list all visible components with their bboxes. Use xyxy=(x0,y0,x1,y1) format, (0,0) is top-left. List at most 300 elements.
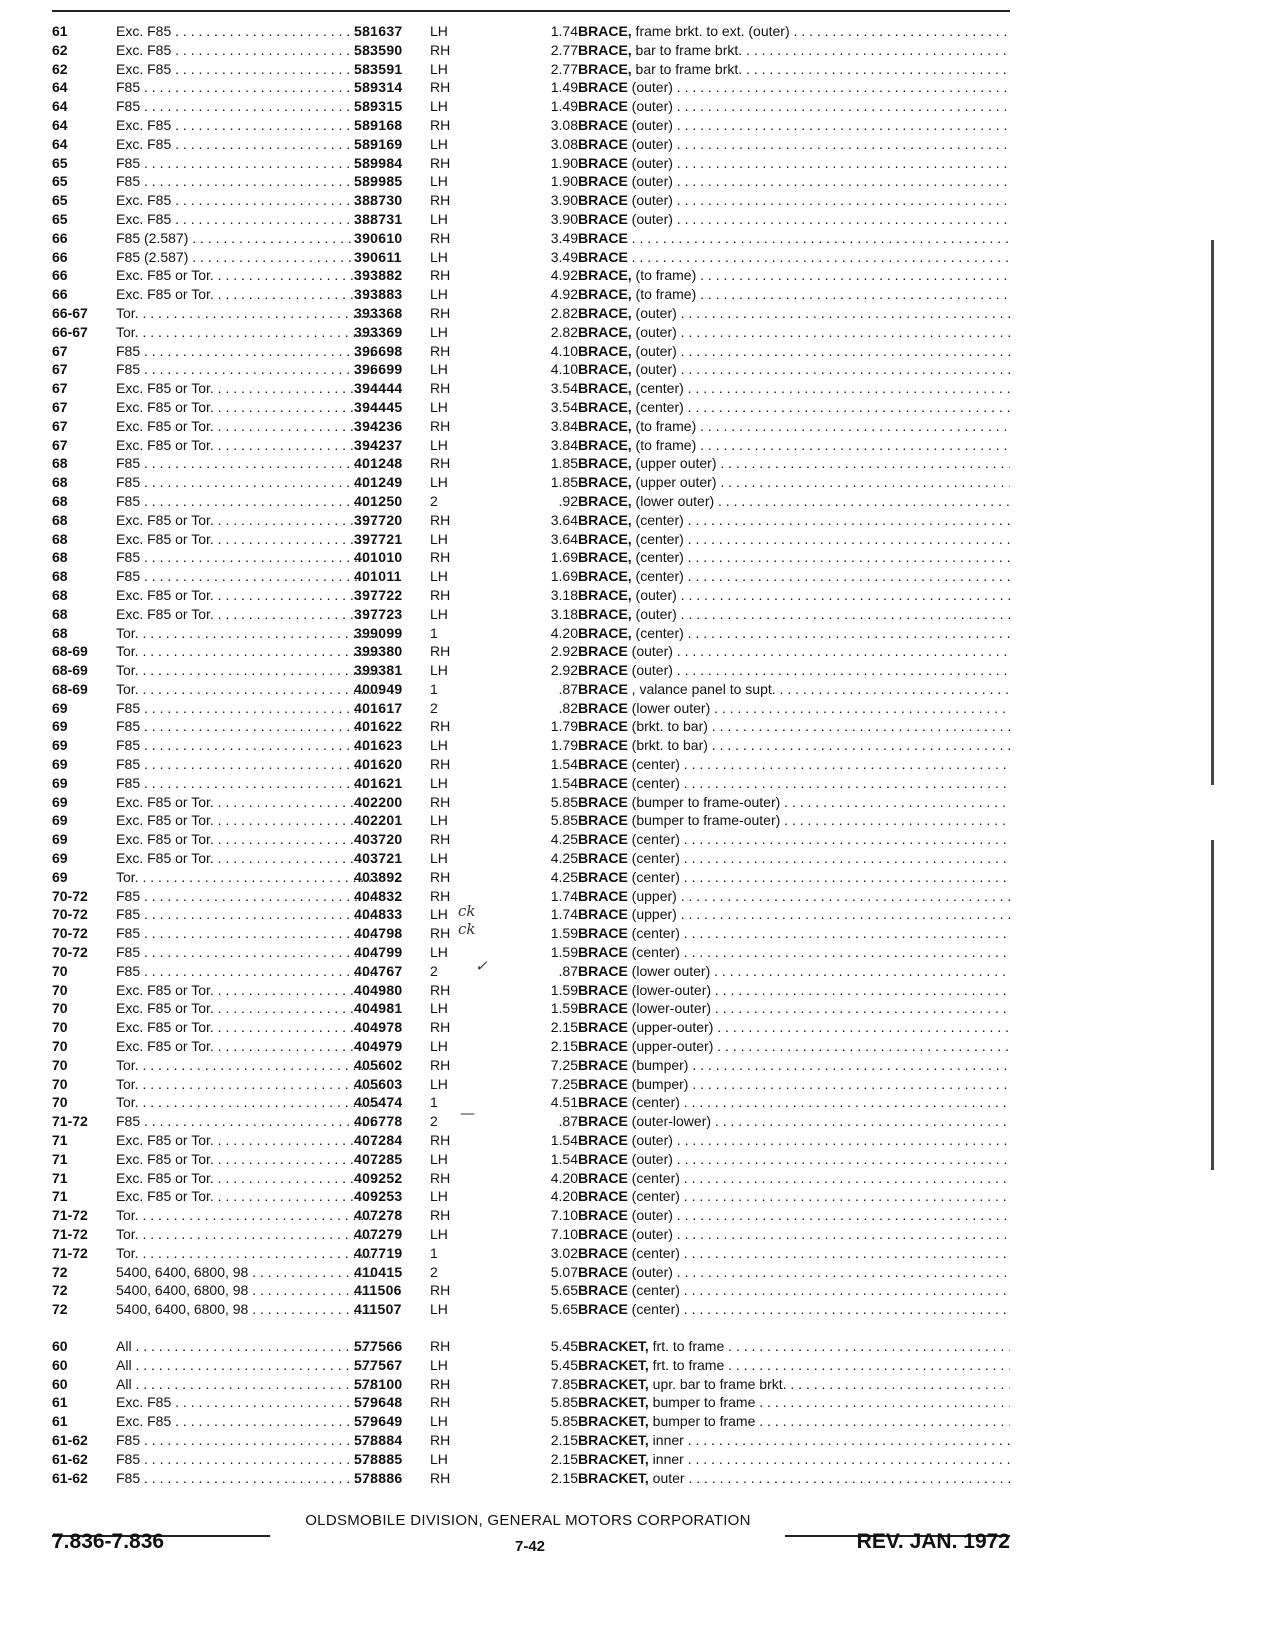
table-row xyxy=(52,191,1012,210)
price-cell: 1.69 xyxy=(550,549,578,566)
table-row xyxy=(52,830,1012,849)
side-qty-cell: RH xyxy=(430,549,451,566)
year-cell: 70 xyxy=(52,1075,68,1092)
description-detail: (lower outer) xyxy=(631,492,715,509)
side-qty-cell: RH xyxy=(430,1394,451,1411)
description-keyword: BRACE xyxy=(578,154,628,171)
year-cell: 60 xyxy=(52,1356,68,1373)
side-qty-cell: 2 xyxy=(430,1263,438,1280)
part-number-cell: 405602 xyxy=(354,1056,403,1073)
table-row xyxy=(52,454,1012,473)
part-number-cell: 589314 xyxy=(354,79,403,96)
description-detail: (center) xyxy=(627,868,680,885)
description-cell xyxy=(578,22,1010,41)
year-cell: 70 xyxy=(52,1019,68,1036)
table-row xyxy=(52,717,1012,736)
year-cell: 64 xyxy=(52,79,68,96)
model-cell: Exc. F85 . . . xyxy=(116,1412,378,1431)
description-keyword: BRACE xyxy=(578,1094,628,1111)
model-cell: Exc. F85 or Tor. . . . xyxy=(116,1150,378,1169)
description-keyword: BRACE xyxy=(578,135,628,152)
description-keyword: BRACE, xyxy=(578,436,632,453)
price-cell: 2.15 xyxy=(550,1431,578,1448)
description-keyword: BRACE xyxy=(578,248,628,265)
model-cell: Exc. F85 . . . xyxy=(116,1393,378,1412)
description-detail: (center) xyxy=(631,530,684,547)
part-number-cell: 403720 xyxy=(354,831,403,848)
description-keyword: BRACE xyxy=(578,1244,628,1261)
description-keyword: BRACE xyxy=(578,210,628,227)
side-qty-cell: RH xyxy=(430,1132,451,1149)
model-cell: F85 . . . xyxy=(116,1450,378,1469)
part-number-cell: 583591 xyxy=(354,60,403,77)
model-cell: Exc. F85 . . . xyxy=(116,135,378,154)
description-cell xyxy=(578,210,1010,229)
description-detail: (outer) xyxy=(627,116,673,133)
description-detail: (outer) xyxy=(631,342,677,359)
model-cell: Tor. . . . xyxy=(116,868,378,887)
price-cell: 2.15 xyxy=(550,1019,578,1036)
description-keyword: BRACE xyxy=(578,1075,628,1092)
description-detail: inner xyxy=(648,1431,684,1448)
side-qty-cell: RH xyxy=(430,417,451,434)
description-cell xyxy=(578,943,1010,962)
table-row xyxy=(52,1450,1012,1469)
table-row xyxy=(52,755,1012,774)
table-row xyxy=(52,1169,1012,1188)
description-keyword: BRACE, xyxy=(578,60,632,77)
side-qty-cell: LH xyxy=(430,323,448,340)
price-cell: 1.59 xyxy=(550,1000,578,1017)
description-keyword: BRACE xyxy=(578,868,628,885)
side-qty-cell: RH xyxy=(430,868,451,885)
year-cell: 70 xyxy=(52,1094,68,1111)
model-cell: Exc. F85 or Tor. . . . xyxy=(116,379,378,398)
table-row xyxy=(52,548,1012,567)
part-number-cell: 589168 xyxy=(354,116,403,133)
table-row xyxy=(52,210,1012,229)
description-cell xyxy=(578,454,1010,473)
description-cell xyxy=(578,849,1010,868)
side-qty-cell: LH xyxy=(430,1226,448,1242)
description-keyword: BRACE xyxy=(578,192,628,209)
side-qty-cell: LH xyxy=(430,286,448,303)
price-cell: 2.15 xyxy=(550,1450,578,1467)
model-cell: F85 (2.587) . . . xyxy=(116,229,378,248)
description-detail: (center) xyxy=(631,398,684,415)
part-number-cell: 394237 xyxy=(354,436,403,453)
side-qty-cell: RH xyxy=(430,925,451,942)
part-number-cell: 399380 xyxy=(354,643,403,660)
price-cell: 1.54 xyxy=(550,774,578,791)
model-cell: F85 . . . xyxy=(116,97,378,116)
description-keyword: BRACE xyxy=(578,850,628,867)
side-qty-cell: RH xyxy=(430,1337,451,1354)
description-keyword: BRACKET, xyxy=(578,1413,649,1430)
part-number-cell: 583590 xyxy=(354,41,403,58)
description-detail: , valance panel to supt. xyxy=(627,680,776,697)
price-cell: 5.85 xyxy=(550,793,578,810)
price-cell: .82 xyxy=(558,699,578,716)
description-detail: (center) xyxy=(631,568,684,585)
description-cell xyxy=(578,1056,1010,1075)
footer-page-number: 7-42 xyxy=(514,1538,546,1555)
description-keyword: BRACE xyxy=(578,1000,628,1017)
description-detail: (center) xyxy=(627,831,680,848)
price-cell: 2.77 xyxy=(550,41,578,58)
description-keyword: BRACE, xyxy=(578,361,632,378)
part-number-cell: 401623 xyxy=(354,737,403,754)
part-number-cell: 393368 xyxy=(354,304,403,321)
year-cell: 68 xyxy=(52,530,68,547)
table-row xyxy=(52,97,1012,116)
model-cell: Tor. . . . xyxy=(116,1225,378,1244)
description-detail: (center) xyxy=(631,511,684,528)
year-cell: 68 xyxy=(52,455,68,472)
year-cell: 70 xyxy=(52,1056,68,1073)
side-qty-cell: 2 xyxy=(430,699,438,716)
part-number-cell: 406778 xyxy=(354,1113,403,1130)
description-cell xyxy=(578,1412,1010,1431)
year-cell: 60 xyxy=(52,1375,68,1392)
side-qty-cell: RH xyxy=(430,380,451,397)
description-cell xyxy=(578,1206,1010,1225)
description-keyword: BRACE xyxy=(578,925,628,942)
side-qty-cell: 1 xyxy=(430,624,438,641)
description-keyword: BRACE, xyxy=(578,568,632,585)
part-number-cell: 578886 xyxy=(354,1469,403,1486)
side-qty-cell: RH xyxy=(430,1282,451,1299)
model-cell: Tor. . . . xyxy=(116,680,378,699)
table-row xyxy=(52,172,1012,191)
part-number-cell: 404767 xyxy=(354,962,403,979)
part-number-cell: 396698 xyxy=(354,342,403,359)
table-row xyxy=(52,135,1012,154)
side-qty-cell: RH xyxy=(430,229,451,246)
part-number-cell: 397723 xyxy=(354,605,403,622)
part-number-cell: 404833 xyxy=(354,906,403,923)
model-cell: F85 . . . xyxy=(116,1431,378,1450)
table-row xyxy=(52,417,1012,436)
part-number-cell: 579649 xyxy=(354,1413,403,1430)
description-keyword: BRACE, xyxy=(578,586,632,603)
description-cell xyxy=(578,285,1010,304)
description-detail: (center) xyxy=(627,1094,680,1111)
description-keyword: BRACE, xyxy=(578,41,632,58)
table-row xyxy=(52,41,1012,60)
model-cell: Exc. F85 . . . xyxy=(116,22,378,41)
year-cell: 67 xyxy=(52,436,68,453)
description-keyword: BRACE xyxy=(578,756,628,773)
description-keyword: BRACE xyxy=(578,1169,628,1186)
side-qty-cell: 2 xyxy=(430,962,438,979)
model-cell: F85 . . . xyxy=(116,962,378,981)
description-detail: bar to frame brkt. xyxy=(631,60,743,77)
side-qty-cell: 1 xyxy=(430,680,438,697)
price-cell: 5.45 xyxy=(550,1337,578,1354)
part-number-cell: 404799 xyxy=(354,944,403,961)
table-row xyxy=(52,1469,1012,1488)
description-keyword: BRACE xyxy=(578,962,628,979)
part-number-cell: 407278 xyxy=(354,1207,403,1224)
part-number-cell: 394445 xyxy=(354,398,403,415)
price-cell: 3.90 xyxy=(550,210,578,227)
description-cell xyxy=(578,1018,1010,1037)
description-detail: (outer) xyxy=(627,210,673,227)
description-detail: (center) xyxy=(627,925,680,942)
description-keyword: BRACE xyxy=(578,1207,628,1224)
part-number-cell: 407719 xyxy=(354,1244,403,1261)
table-row xyxy=(52,342,1012,361)
table-row xyxy=(52,154,1012,173)
description-detail: (center) xyxy=(631,624,684,641)
part-number-cell: 579648 xyxy=(354,1394,403,1411)
year-cell: 61 xyxy=(52,1413,68,1430)
part-number-cell: 589169 xyxy=(354,135,403,152)
description-detail: frame brkt. to ext. (outer) xyxy=(631,23,790,39)
year-cell: 61 xyxy=(52,1394,68,1411)
year-cell: 68 xyxy=(52,568,68,585)
price-cell: 7.25 xyxy=(550,1056,578,1073)
model-cell: F85 . . . xyxy=(116,755,378,774)
part-number-cell: 399381 xyxy=(354,662,403,679)
description-detail: (to frame) xyxy=(631,286,697,303)
year-cell: 71 xyxy=(52,1132,68,1149)
description-detail: (outer) xyxy=(627,1132,673,1149)
description-keyword: BRACKET, xyxy=(578,1450,649,1467)
side-qty-cell: LH xyxy=(430,1301,448,1318)
price-cell: 1.69 xyxy=(550,568,578,585)
model-cell: Tor. . . . xyxy=(116,323,378,342)
year-cell: 65 xyxy=(52,192,68,209)
description-cell xyxy=(578,868,1010,887)
side-qty-cell: LH xyxy=(430,1000,448,1017)
description-cell xyxy=(578,417,1010,436)
price-cell: 1.59 xyxy=(550,925,578,942)
part-number-cell: 578884 xyxy=(354,1431,403,1448)
year-cell: 65 xyxy=(52,173,68,190)
price-cell: 5.85 xyxy=(550,1394,578,1411)
description-keyword: BRACE, xyxy=(578,417,632,434)
footer-corporation: OLDSMOBILE DIVISION, GENERAL MOTORS CORPORATION xyxy=(305,1512,751,1529)
description-keyword: BRACKET, xyxy=(578,1469,649,1486)
year-cell: 71 xyxy=(52,1169,68,1186)
description-cell xyxy=(578,492,1010,511)
description-cell xyxy=(578,887,1010,906)
part-number-cell: 394444 xyxy=(354,380,403,397)
model-cell: Exc. F85 or Tor. . . . xyxy=(116,417,378,436)
year-cell: 71-72 xyxy=(52,1207,88,1224)
year-cell: 71 xyxy=(52,1188,68,1205)
description-detail: (upper outer) xyxy=(631,474,717,491)
part-number-cell: 581637 xyxy=(354,23,403,39)
description-keyword: BRACE xyxy=(578,173,628,190)
part-number-cell: 404798 xyxy=(354,925,403,942)
part-number-cell: 401622 xyxy=(354,718,403,735)
part-number-cell: 407279 xyxy=(354,1226,403,1242)
table-row xyxy=(52,924,1012,943)
year-cell: 67 xyxy=(52,342,68,359)
part-number-cell: 388730 xyxy=(354,192,403,209)
year-cell: 69 xyxy=(52,831,68,848)
table-row xyxy=(52,981,1012,1000)
model-cell: Tor. . . . xyxy=(116,642,378,661)
table-row xyxy=(52,811,1012,830)
price-cell: 4.51 xyxy=(550,1094,578,1111)
price-cell: 1.54 xyxy=(550,756,578,773)
description-detail: (brkt. to bar) xyxy=(627,718,708,735)
part-number-cell: 401250 xyxy=(354,492,403,509)
model-cell: Exc. F85 or Tor. . . . xyxy=(116,1018,378,1037)
year-cell: 71-72 xyxy=(52,1226,88,1242)
table-row xyxy=(52,1187,1012,1206)
year-cell: 67 xyxy=(52,398,68,415)
price-cell: 5.65 xyxy=(550,1301,578,1318)
description-detail: (center) xyxy=(631,380,684,397)
description-keyword: BRACE, xyxy=(578,380,632,397)
year-cell: 68 xyxy=(52,474,68,491)
price-cell: 1.85 xyxy=(550,455,578,472)
description-detail: bar to frame brkt. xyxy=(631,41,743,58)
description-keyword: BRACE, xyxy=(578,549,632,566)
side-qty-cell: LH xyxy=(430,1038,448,1055)
description-cell xyxy=(578,586,1010,605)
side-qty-cell: RH xyxy=(430,1469,451,1486)
model-cell: Exc. F85 or Tor. . . . xyxy=(116,999,378,1018)
description-keyword: BRACE xyxy=(578,680,628,697)
side-qty-cell: RH xyxy=(430,718,451,735)
model-cell: Tor. . . . xyxy=(116,1075,378,1094)
model-cell: Exc. F85 or Tor. . . . xyxy=(116,436,378,455)
part-number-cell: 397722 xyxy=(354,586,403,603)
price-cell: 2.15 xyxy=(550,1469,578,1486)
price-cell: 3.90 xyxy=(550,192,578,209)
part-number-cell: 410415 xyxy=(354,1263,403,1280)
description-cell xyxy=(578,905,1010,924)
price-cell: 3.49 xyxy=(550,229,578,246)
model-cell: Exc. F85 . . . xyxy=(116,191,378,210)
model-cell: Exc. F85 or Tor. . . . xyxy=(116,793,378,812)
table-row xyxy=(52,962,1012,981)
description-keyword: BRACE xyxy=(578,1263,628,1280)
model-cell: Exc. F85 or Tor. . . . xyxy=(116,981,378,1000)
year-cell: 70 xyxy=(52,962,68,979)
description-keyword: BRACE, xyxy=(578,323,632,340)
description-cell xyxy=(578,97,1010,116)
price-cell: 1.49 xyxy=(550,98,578,115)
year-cell: 69 xyxy=(52,756,68,773)
table-row xyxy=(52,1056,1012,1075)
price-cell: 5.45 xyxy=(550,1356,578,1373)
description-detail: (brkt. to bar) xyxy=(627,737,708,754)
description-detail: (bumper to frame-outer) xyxy=(627,812,781,829)
description-cell xyxy=(578,1150,1010,1169)
description-cell xyxy=(578,342,1010,361)
side-qty-cell: LH xyxy=(430,662,448,679)
price-cell: 2.15 xyxy=(550,1038,578,1055)
side-qty-cell: 2 xyxy=(430,492,438,509)
year-cell: 70 xyxy=(52,1038,68,1055)
description-cell xyxy=(578,548,1010,567)
description-keyword: BRACKET, xyxy=(578,1337,649,1354)
year-cell: 61-62 xyxy=(52,1469,88,1486)
table-row xyxy=(52,1263,1012,1282)
model-cell: All . . . xyxy=(116,1337,378,1356)
model-cell: All . . . xyxy=(116,1375,378,1394)
side-qty-cell: LH xyxy=(430,1413,448,1430)
side-qty-cell: RH xyxy=(430,455,451,472)
description-cell xyxy=(578,924,1010,943)
table-row xyxy=(52,436,1012,455)
price-cell: 1.79 xyxy=(550,737,578,754)
description-detail: inner xyxy=(648,1450,684,1467)
part-number-cell: 401010 xyxy=(354,549,403,566)
description-keyword: BRACE xyxy=(578,1188,628,1205)
price-cell: 3.18 xyxy=(550,605,578,622)
table-row xyxy=(52,1112,1012,1131)
part-number-cell: 397721 xyxy=(354,530,403,547)
description-cell xyxy=(578,830,1010,849)
table-row xyxy=(52,1206,1012,1225)
table-row xyxy=(52,1244,1012,1263)
description-keyword: BRACE xyxy=(578,662,628,679)
side-qty-cell: 2 xyxy=(430,1113,438,1130)
description-cell xyxy=(578,1131,1010,1150)
table-row xyxy=(52,736,1012,755)
model-cell: Exc. F85 or Tor. . . . xyxy=(116,285,378,304)
part-number-cell: 409252 xyxy=(354,1169,403,1186)
description-detail: outer xyxy=(648,1469,685,1486)
side-qty-cell: RH xyxy=(430,586,451,603)
description-detail: (bumper) xyxy=(627,1075,689,1092)
year-cell: 67 xyxy=(52,380,68,397)
table-row xyxy=(52,905,1012,924)
table-row xyxy=(52,78,1012,97)
model-cell: F85 . . . xyxy=(116,78,378,97)
description-cell xyxy=(578,962,1010,981)
description-cell xyxy=(578,116,1010,135)
description-cell xyxy=(578,304,1010,323)
description-cell xyxy=(578,1281,1010,1300)
year-cell: 69 xyxy=(52,774,68,791)
price-cell: 3.64 xyxy=(550,530,578,547)
part-number-cell: 402201 xyxy=(354,812,403,829)
model-cell: F85 . . . xyxy=(116,473,378,492)
model-cell: Exc. F85 or Tor. . . . xyxy=(116,1169,378,1188)
year-cell: 68-69 xyxy=(52,680,88,697)
description-cell xyxy=(578,78,1010,97)
description-detail: (outer) xyxy=(627,1207,673,1224)
description-cell xyxy=(578,41,1010,60)
side-qty-cell: LH xyxy=(430,1450,448,1467)
description-detail: (lower-outer) xyxy=(627,1000,712,1017)
price-cell: 4.25 xyxy=(550,850,578,867)
description-detail: (center) xyxy=(627,944,680,961)
part-number-cell: 411506 xyxy=(354,1282,402,1299)
table-row xyxy=(52,605,1012,624)
price-cell: 4.25 xyxy=(550,831,578,848)
description-cell xyxy=(578,154,1010,173)
handwritten-check: ✓ xyxy=(475,957,488,975)
table-row xyxy=(52,229,1012,248)
table-row xyxy=(52,1375,1012,1394)
part-number-cell: 407284 xyxy=(354,1132,403,1149)
year-cell: 72 xyxy=(52,1301,68,1318)
description-keyword: BRACE xyxy=(578,774,628,791)
part-number-cell: 577567 xyxy=(354,1356,403,1373)
model-cell: F85 . . . xyxy=(116,567,378,586)
description-cell xyxy=(578,1337,1010,1356)
